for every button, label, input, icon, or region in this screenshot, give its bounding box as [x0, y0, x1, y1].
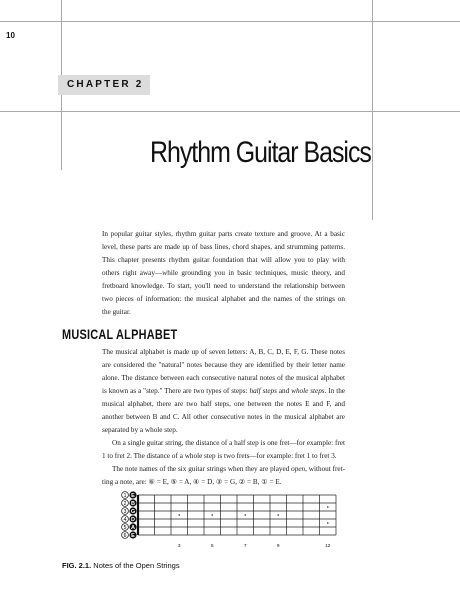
- paragraph-line: ting a note, are: ⑥ = E, ⑤ = A, ④ = D, ③ = G, ② = B, ① = E.: [102, 478, 282, 486]
- chapter-label: CHAPTER 2: [67, 79, 144, 90]
- chapter-title: Rhythm Guitar Basics: [150, 136, 371, 169]
- intro-line: others right away—while grounding you in basic techniques, music theory, and: [102, 269, 345, 277]
- paragraph-line: separated by a whole step.: [102, 426, 178, 434]
- string-note: D: [131, 517, 135, 524]
- string-label: [122, 531, 137, 539]
- string-label: [122, 491, 137, 499]
- string-note: E: [131, 493, 135, 500]
- fret-dot: [327, 506, 329, 508]
- paragraph-line: musical alphabet, there are two half steps, one between the notes E and F, and: [102, 400, 345, 408]
- fret-dot: [277, 514, 279, 516]
- string-number: 4: [123, 517, 127, 524]
- alphabet-paragraph-2: [102, 437, 345, 463]
- string-label: [122, 515, 137, 523]
- vertical-rule-right: [372, 0, 373, 220]
- intro-paragraph: [102, 228, 345, 319]
- fretboard-diagram: [108, 489, 348, 551]
- fret-dot: [244, 514, 246, 516]
- alphabet-paragraph-3: [102, 463, 345, 489]
- string-note: E: [131, 533, 135, 540]
- string-number: 5: [123, 525, 127, 532]
- header-rule: [0, 21, 460, 22]
- intro-line: the guitar.: [102, 308, 131, 316]
- fret-marker-label: 12: [325, 543, 331, 548]
- intro-line: level, these parts are made up of bass lines, chord shapes, and strumming patterns.: [102, 243, 345, 251]
- fret-marker-label: 3: [177, 543, 181, 548]
- paragraph-line: The musical alphabet is made up of seven letters: A, B, C, D, E, F, G. These notes: [102, 348, 345, 356]
- page-number: 10: [6, 31, 15, 40]
- section-heading: MUSICAL ALPHABET: [62, 326, 178, 342]
- paragraph-line: is known as a "step." There are two types of steps: half steps and whole steps. In the: [102, 387, 345, 395]
- fret-marker-label: 9: [276, 543, 280, 548]
- string-label: [122, 523, 137, 531]
- intro-line: This chapter presents rhythm guitar foundation that will allow you to play with: [102, 256, 345, 264]
- string-note: G: [130, 509, 136, 516]
- string-number: 2: [123, 501, 127, 508]
- string-note: A: [131, 525, 135, 532]
- fret-dot: [178, 514, 180, 516]
- string-label: [122, 507, 137, 515]
- paragraph-line: 1 to fret 2. The distance of a whole step is two frets—for example: fret 1 to fret 3.: [102, 452, 337, 460]
- paragraph-line: alone. The distance between each consecutive natural notes of the musical alphabet: [102, 374, 345, 382]
- fret-marker-label: 5: [210, 543, 214, 548]
- string-label: [122, 499, 137, 507]
- intro-line: two pieces of information: the musical alphabet and the names of the strings on: [102, 295, 345, 303]
- string-note: B: [131, 501, 135, 508]
- fret-dot: [327, 522, 329, 524]
- figure-caption: [62, 561, 180, 570]
- title-rule: [0, 111, 460, 112]
- string-number: 6: [123, 533, 127, 540]
- paragraph-line: are considered the "natural" notes because they are identified by their letter name: [102, 361, 345, 369]
- intro-line: fretboard knowledge. To start, you'll need to understand the relationship between: [102, 282, 345, 290]
- paragraph-line: The note names of the six guitar strings when they are played open, without fret-: [112, 465, 345, 473]
- string-number: 3: [123, 509, 127, 516]
- string-number: 1: [123, 493, 127, 500]
- paragraph-line: On a single guitar string, the distance of a half step is one fret—for example: fret: [112, 439, 345, 447]
- figure-caption-text: Notes of the Open Strings: [93, 561, 180, 570]
- figure-caption-label: FIG. 2.1.: [62, 561, 92, 570]
- fret-dot: [211, 514, 213, 516]
- fret-marker-label: 7: [243, 543, 247, 548]
- intro-line: In popular guitar styles, rhythm guitar parts create texture and groove. At a basic: [102, 230, 345, 238]
- paragraph-line: another between B and C. All other consecutive notes in the musical alphabet are: [102, 413, 345, 421]
- alphabet-paragraph-1: [102, 346, 345, 437]
